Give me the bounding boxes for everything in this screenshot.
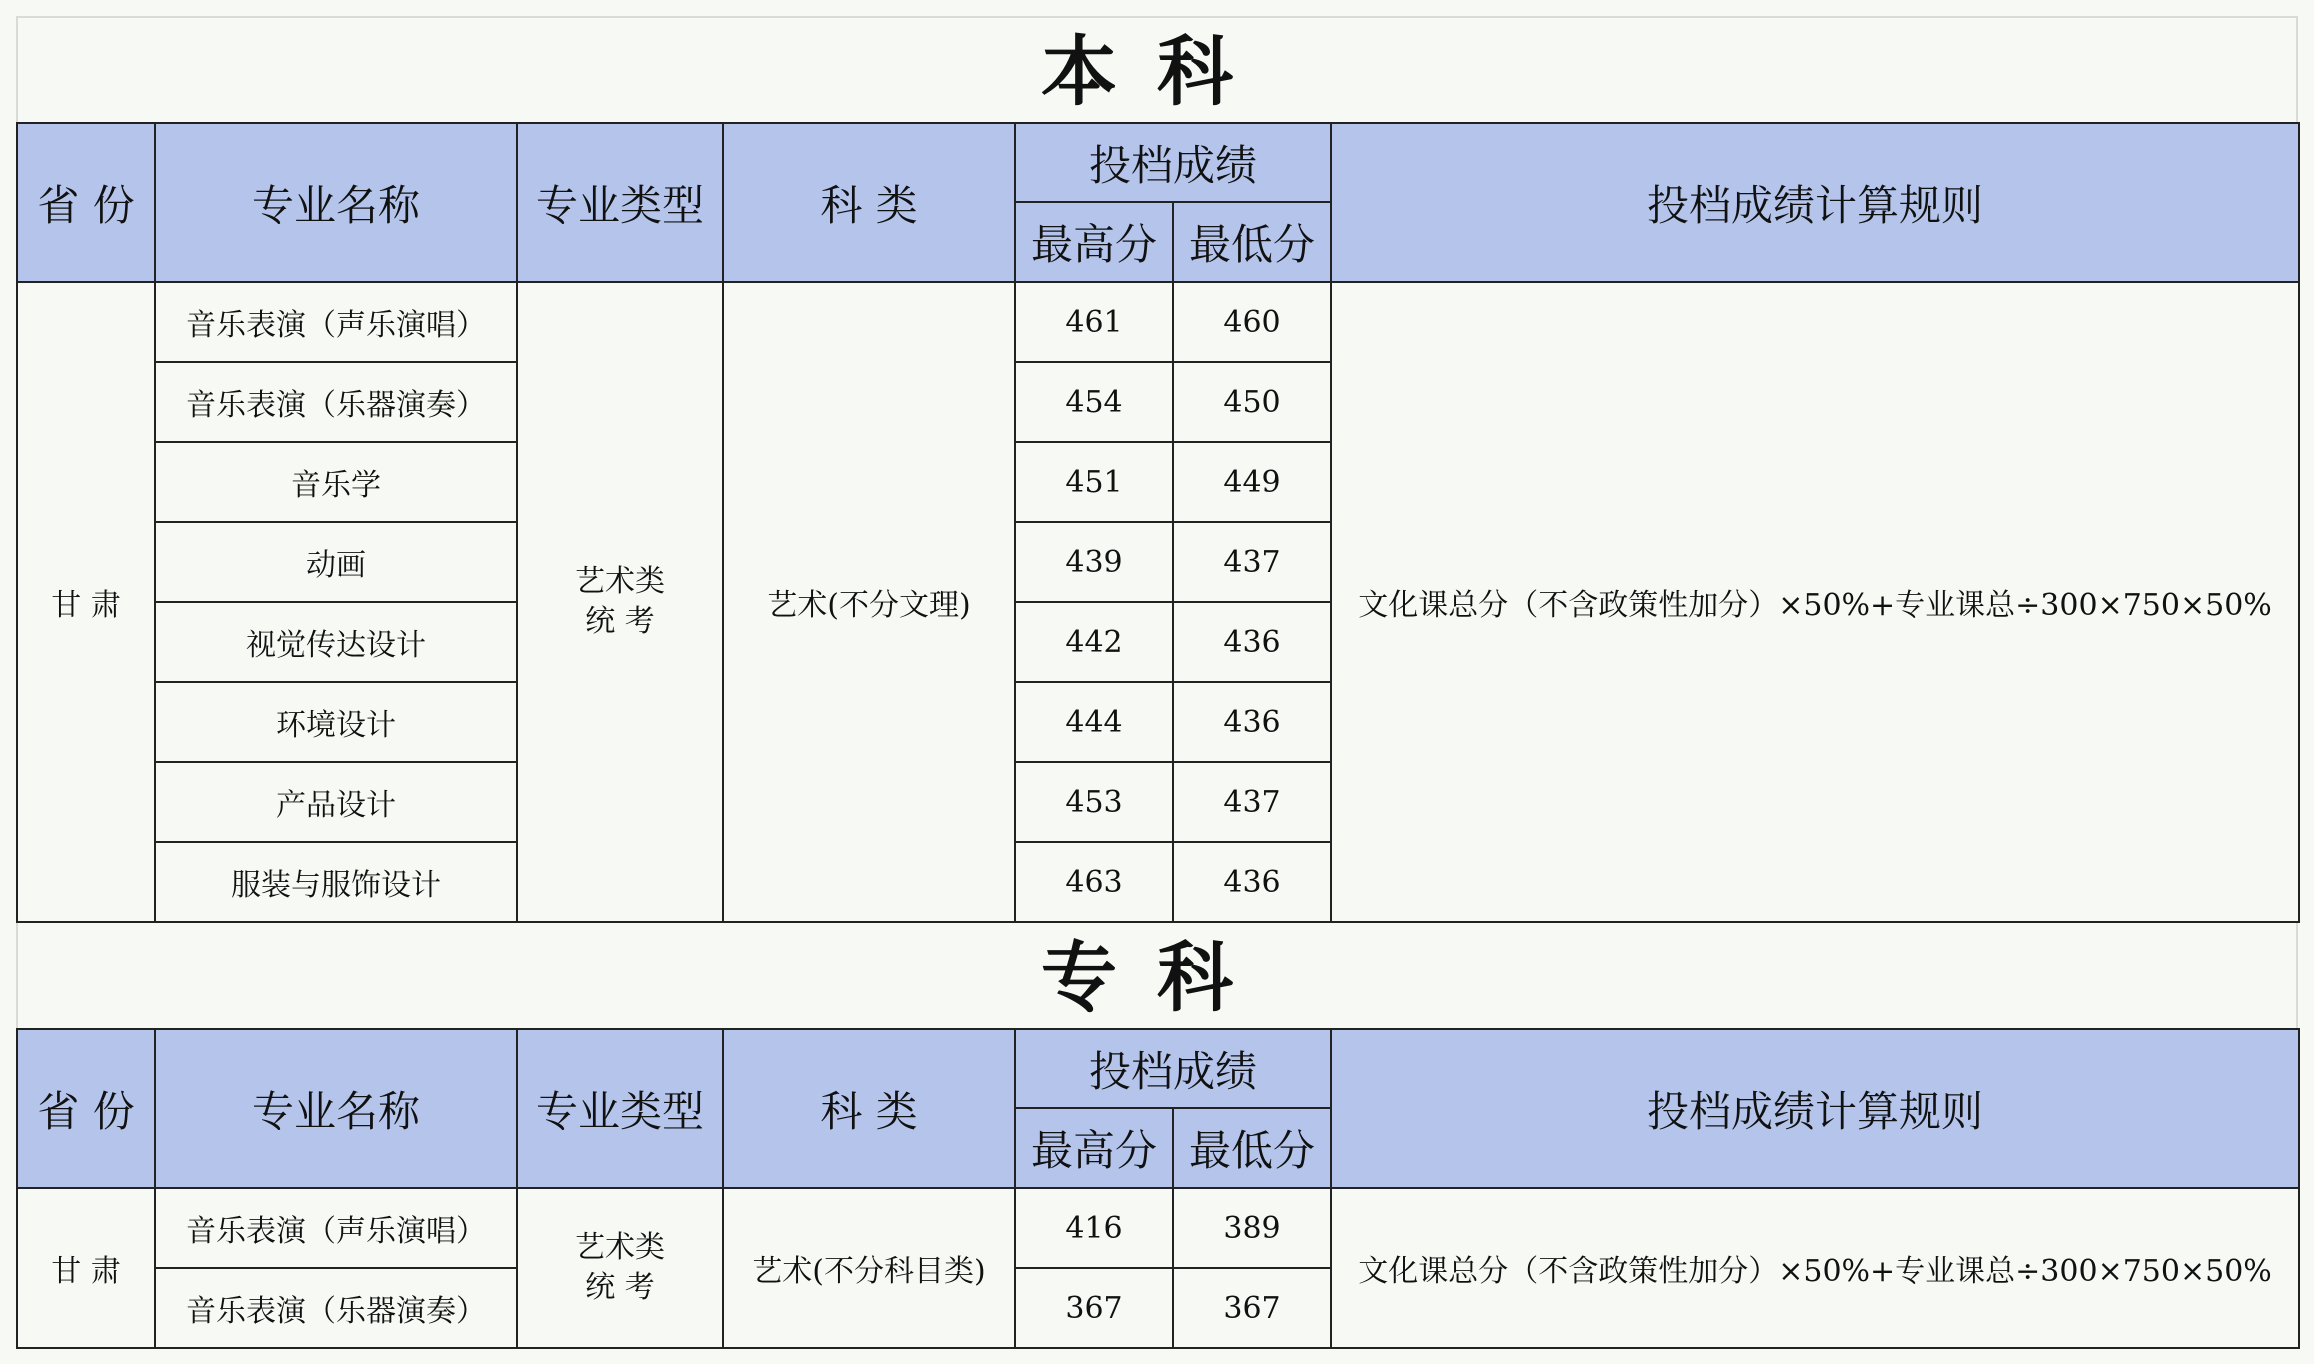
major-cell: 动画: [155, 522, 517, 602]
category-cell: 艺术(不分科目类): [723, 1188, 1015, 1348]
min-score-cell: 449: [1173, 442, 1331, 522]
major-cell: 音乐表演（乐器演奏）: [155, 362, 517, 442]
max-score-cell: 451: [1015, 442, 1173, 522]
major-type-line1: 艺术类: [575, 1230, 665, 1265]
header-rule: 投档成绩计算规则: [1331, 1029, 2299, 1188]
max-score-cell: 416: [1015, 1188, 1173, 1268]
major-cell: 音乐表演（声乐演唱）: [155, 1188, 517, 1268]
table-row: [17, 282, 2299, 362]
major-type-cell: [517, 1188, 723, 1348]
max-score-cell: 439: [1015, 522, 1173, 602]
province-cell: 甘 肃: [17, 282, 155, 922]
rule-cell: 文化课总分（不含政策性加分）×50%+专业课总÷300×750×50%: [1331, 282, 2299, 922]
min-score-cell: 389: [1173, 1188, 1331, 1268]
header-score-group: 投档成绩: [1015, 1029, 1331, 1108]
header-min-score: 最低分: [1173, 202, 1331, 282]
associate-score-table: [16, 1028, 2300, 1349]
min-score-cell: 437: [1173, 522, 1331, 602]
max-score-cell: 453: [1015, 762, 1173, 842]
header-type: 专业类型: [517, 1029, 723, 1188]
province-cell: 甘 肃: [17, 1188, 155, 1348]
major-type-line2: 统 考: [585, 604, 655, 639]
header-max-score: 最高分: [1015, 202, 1173, 282]
max-score-cell: 454: [1015, 362, 1173, 442]
min-score-cell: 436: [1173, 602, 1331, 682]
max-score-cell: 461: [1015, 282, 1173, 362]
header-max-score: 最高分: [1015, 1108, 1173, 1188]
major-cell: 环境设计: [155, 682, 517, 762]
header-province: 省 份: [17, 123, 155, 282]
min-score-cell: 437: [1173, 762, 1331, 842]
max-score-cell: 442: [1015, 602, 1173, 682]
min-score-cell: 450: [1173, 362, 1331, 442]
major-cell: 音乐表演（乐器演奏）: [155, 1268, 517, 1348]
max-score-cell: 463: [1015, 842, 1173, 922]
header-type: 专业类型: [517, 123, 723, 282]
undergraduate-score-table: [16, 122, 2300, 923]
major-cell: 服装与服饰设计: [155, 842, 517, 922]
major-cell: 视觉传达设计: [155, 602, 517, 682]
rule-cell: 文化课总分（不含政策性加分）×50%+专业课总÷300×750×50%: [1331, 1188, 2299, 1348]
major-type-cell: [517, 282, 723, 922]
major-cell: 产品设计: [155, 762, 517, 842]
section-title-undergraduate: 本科: [1041, 27, 1273, 116]
min-score-cell: 436: [1173, 682, 1331, 762]
major-cell: 音乐学: [155, 442, 517, 522]
max-score-cell: 367: [1015, 1268, 1173, 1348]
major-type-line2: 统 考: [585, 1270, 655, 1305]
table-row: [17, 1188, 2299, 1268]
section-title-associate: 专科: [1041, 933, 1273, 1022]
header-rule: 投档成绩计算规则: [1331, 123, 2299, 282]
header-major: 专业名称: [155, 1029, 517, 1188]
min-score-cell: 436: [1173, 842, 1331, 922]
header-score-group: 投档成绩: [1015, 123, 1331, 202]
max-score-cell: 444: [1015, 682, 1173, 762]
major-type-line1: 艺术类: [575, 564, 665, 599]
header-category: 科 类: [723, 1029, 1015, 1188]
header-major: 专业名称: [155, 123, 517, 282]
category-cell: 艺术(不分文理): [723, 282, 1015, 922]
header-min-score: 最低分: [1173, 1108, 1331, 1188]
major-cell: 音乐表演（声乐演唱）: [155, 282, 517, 362]
header-province: 省 份: [17, 1029, 155, 1188]
header-category: 科 类: [723, 123, 1015, 282]
min-score-cell: 367: [1173, 1268, 1331, 1348]
min-score-cell: 460: [1173, 282, 1331, 362]
